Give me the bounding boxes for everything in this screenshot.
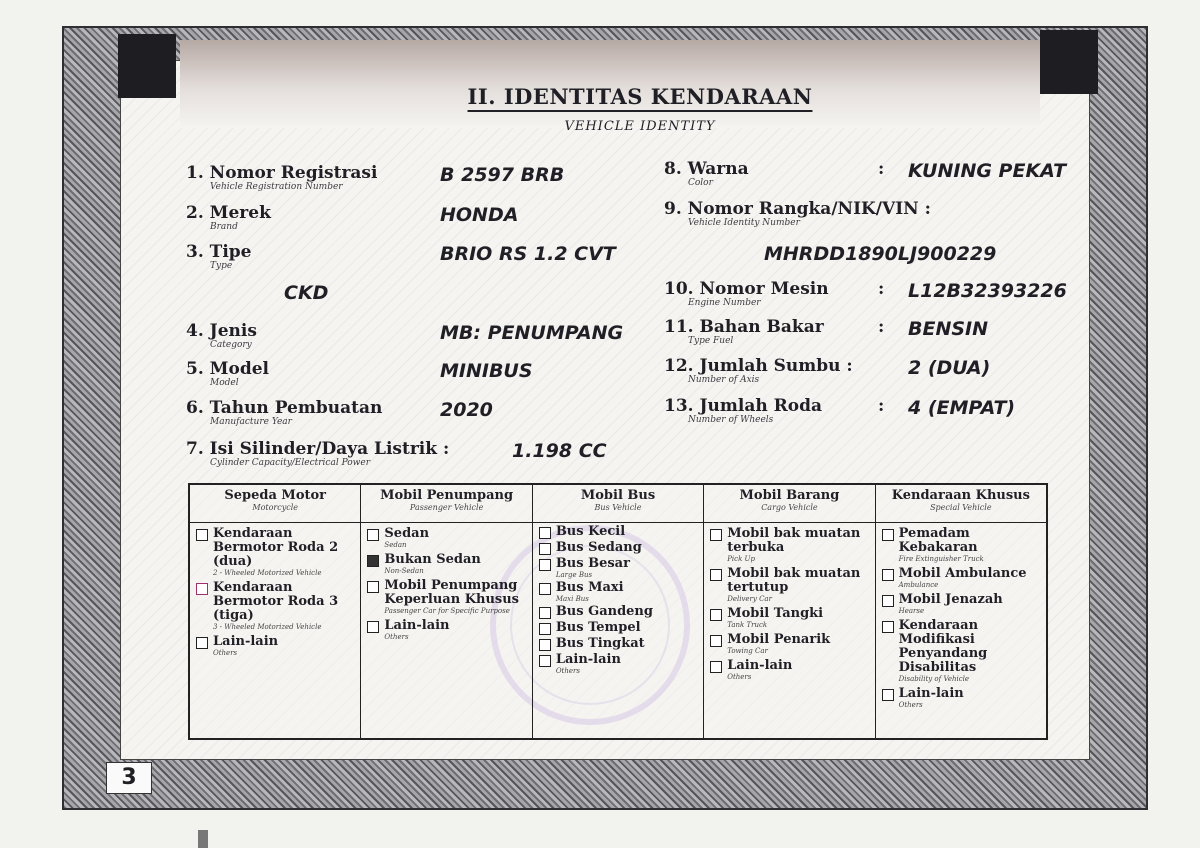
field-label-color: 8. Warna Color <box>664 159 749 188</box>
option-bus-maxi[interactable]: Bus Maxi Maxi Bus <box>539 581 699 603</box>
field-label-vin: 9. Nomor Rangka/NIK/VIN : Vehicle Identity Number <box>664 199 931 228</box>
checkbox[interactable] <box>882 595 894 607</box>
option-towing[interactable]: Mobil Penarik Towing Car <box>710 633 870 655</box>
field-value-year: 2020 <box>440 399 493 421</box>
checkbox[interactable] <box>539 527 551 539</box>
field-label-wheels: 13. Jumlah Roda Number of Wheels <box>664 396 823 425</box>
checkbox[interactable] <box>196 583 208 595</box>
field-value-vin: MHRDD1890LJ900229 <box>764 243 997 265</box>
field-value-fuel: BENSIN <box>908 318 989 340</box>
field-label-category: 4. Jenis Category <box>186 321 257 350</box>
field-label-type: 3. Tipe Type <box>186 242 252 271</box>
checkbox[interactable] <box>539 543 551 555</box>
checkbox[interactable] <box>710 609 722 621</box>
option-bus-gandeng[interactable]: Bus Gandeng <box>539 605 699 619</box>
field-label-registration: 1. Nomor Registrasi Vehicle Registration Number <box>186 163 378 192</box>
field-label-model: 5. Model Model <box>186 359 269 388</box>
checkbox[interactable] <box>882 569 894 581</box>
option-sedan[interactable]: Sedan Sedan <box>367 527 527 549</box>
checkbox[interactable] <box>882 621 894 633</box>
column-passenger <box>361 485 532 738</box>
option-tank[interactable]: Mobil Tangki Tank Truck <box>710 607 870 629</box>
option-bus-other[interactable]: Lain-lain Others <box>539 653 699 675</box>
field-label-engine: 10. Nomor Mesin Engine Number <box>664 279 829 308</box>
field-value-color: KUNING PEKAT <box>908 160 1067 182</box>
column-header: Sepeda Motor Motorcycle <box>190 485 360 523</box>
section-title: II. IDENTITAS KENDARAAN <box>467 84 813 109</box>
field-value-model: MINIBUS <box>440 360 533 382</box>
field-value-axis: 2 (DUA) <box>908 357 991 379</box>
column-motorcycle <box>190 485 361 738</box>
field-label-fuel: 11. Bahan Bakar Type Fuel <box>664 317 824 346</box>
checkbox[interactable] <box>539 623 551 635</box>
corner-ornament-tr <box>1040 30 1098 94</box>
option-ambulance[interactable]: Mobil Ambulance Ambulance <box>882 567 1042 589</box>
checkbox[interactable] <box>539 639 551 651</box>
vehicle-category-table <box>188 483 1048 740</box>
checkbox[interactable] <box>882 529 894 541</box>
option-special-purpose[interactable]: Mobil Penumpang Keperluan Khusus Passenger Car for Specific Purpose <box>367 579 527 615</box>
checkbox-checked[interactable] <box>367 555 379 567</box>
field-sep-fuel: : <box>878 317 885 337</box>
option-passenger-other[interactable]: Lain-lain Others <box>367 619 527 641</box>
checkbox[interactable] <box>710 529 722 541</box>
option-bus-besar[interactable]: Bus Besar Large Bus <box>539 557 699 579</box>
checkbox[interactable] <box>196 637 208 649</box>
option-bukan-sedan[interactable]: Bukan Sedan Non-Sedan <box>367 553 527 575</box>
checkbox[interactable] <box>367 581 379 593</box>
column-header: Mobil Penumpang Passenger Vehicle <box>361 485 531 523</box>
field-sep-color: : <box>878 159 885 179</box>
option-disability[interactable]: Kendaraan Modifikasi Penyandang Disabilitas Disability of Vehicle <box>882 619 1042 683</box>
field-label-cylinder: 7. Isi Silinder/Daya Listrik : Cylinder Capacity/Electrical Power <box>186 439 450 468</box>
checkbox[interactable] <box>710 661 722 673</box>
field-value-engine: L12B32393226 <box>908 280 1067 302</box>
checkbox[interactable] <box>539 607 551 619</box>
page-edge-mark <box>198 830 208 848</box>
column-special <box>876 485 1046 738</box>
checkbox[interactable] <box>367 621 379 633</box>
column-bus <box>533 485 704 738</box>
option-bus-kecil[interactable]: Bus Kecil <box>539 525 699 539</box>
option-delivery[interactable]: Mobil bak muatan tertutup Delivery Car <box>710 567 870 603</box>
checkbox[interactable] <box>539 655 551 667</box>
field-sep-engine: : <box>878 279 885 299</box>
field-value-type-assembly: CKD <box>284 282 329 304</box>
option-bus-sedang[interactable]: Bus Sedang <box>539 541 699 555</box>
option-special-other[interactable]: Lain-lain Others <box>882 687 1042 709</box>
checkbox[interactable] <box>882 689 894 701</box>
field-label-year: 6. Tahun Pembuatan Manufacture Year <box>186 398 383 427</box>
checkbox[interactable] <box>539 559 551 571</box>
option-bus-tingkat[interactable]: Bus Tingkat <box>539 637 699 651</box>
field-label-brand: 2. Merek Brand <box>186 203 271 232</box>
option-fire[interactable]: Pemadam Kebakaran Fire Extinguisher Truck <box>882 527 1042 563</box>
field-value-cylinder: 1.198 CC <box>512 440 607 462</box>
checkbox[interactable] <box>196 529 208 541</box>
field-value-type: BRIO RS 1.2 CVT <box>440 243 616 265</box>
field-value-category: MB: PENUMPANG <box>440 322 624 344</box>
page-number: 3 <box>106 762 152 794</box>
option-bus-tempel[interactable]: Bus Tempel <box>539 621 699 635</box>
section-subtitle: VEHICLE IDENTITY <box>564 119 716 134</box>
option-cargo-other[interactable]: Lain-lain Others <box>710 659 870 681</box>
checkbox[interactable] <box>539 583 551 595</box>
checkbox[interactable] <box>710 569 722 581</box>
corner-ornament-tl <box>118 34 176 98</box>
field-value-wheels: 4 (EMPAT) <box>908 397 1016 419</box>
field-value-registration: B 2597 BRB <box>440 164 565 186</box>
column-header: Mobil Barang Cargo Vehicle <box>704 485 874 523</box>
field-sep-wheels: : <box>878 396 885 416</box>
option-hearse[interactable]: Mobil Jenazah Hearse <box>882 593 1042 615</box>
option-motor-roda-2[interactable]: Kendaraan Bermotor Roda 2 (dua) 2 - Wheeled Motorized Vehicle <box>196 527 356 577</box>
checkbox[interactable] <box>710 635 722 647</box>
option-motor-roda-3[interactable]: Kendaraan Bermotor Roda 3 (tiga) 3 - Wheeled Motorized Vehicle <box>196 581 356 631</box>
column-header: Mobil Bus Bus Vehicle <box>533 485 703 523</box>
option-pickup[interactable]: Mobil bak muatan terbuka Pick Up <box>710 527 870 563</box>
field-label-axis: 12. Jumlah Sumbu : Number of Axis <box>664 356 853 385</box>
column-header: Kendaraan Khusus Special Vehicle <box>876 485 1046 523</box>
column-cargo <box>704 485 875 738</box>
option-motor-other[interactable]: Lain-lain Others <box>196 635 356 657</box>
field-value-brand: HONDA <box>440 204 519 226</box>
checkbox[interactable] <box>367 529 379 541</box>
